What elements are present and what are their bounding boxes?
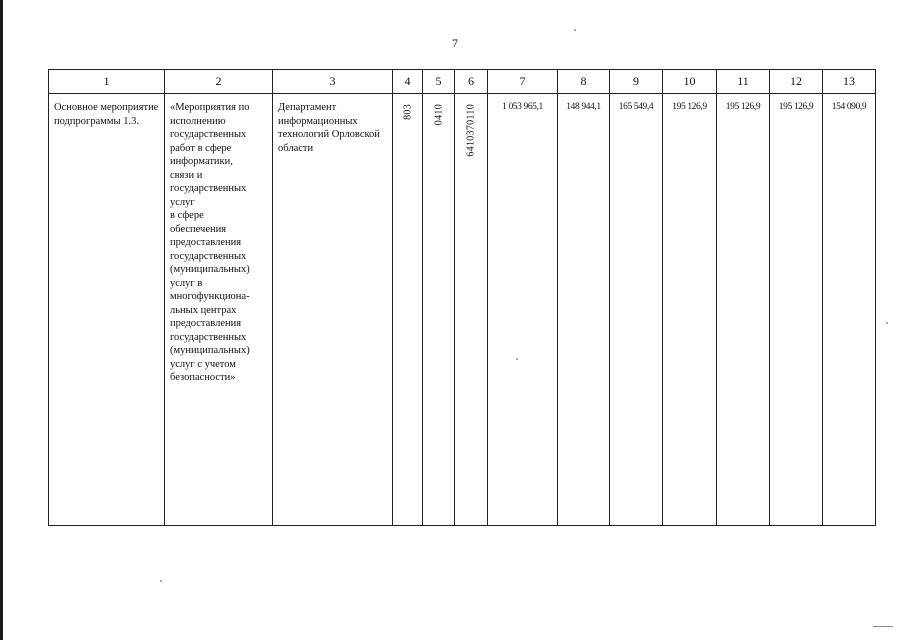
amount-value: 148 944,1 [566, 102, 601, 112]
amount-value: 195 126,9 [778, 102, 814, 112]
cell-target-article-code [455, 94, 488, 526]
table-row [49, 94, 876, 526]
column-header-6: 6 [455, 70, 488, 94]
cell-amount-13 [823, 94, 876, 526]
cell-amount-10 [663, 94, 717, 526]
table-header-row [49, 70, 876, 94]
activity-name-line: (муниципальных) [170, 264, 250, 275]
scan-left-edge [0, 0, 3, 640]
cell-amount-12 [770, 94, 823, 526]
activity-name-line: льных центрах [170, 304, 237, 316]
cell-section-code [423, 94, 455, 526]
cell-ministry-code [393, 94, 423, 526]
scan-speck [873, 626, 893, 627]
column-header-3: 3 [273, 70, 393, 94]
ministry-code: 803 [401, 104, 413, 120]
activity-name-line: услуг с учетом [170, 358, 236, 370]
column-header-2: 2 [165, 70, 273, 94]
cell-activity-type [49, 94, 165, 526]
cell-amount-9 [610, 94, 663, 526]
column-header-11: 11 [717, 70, 770, 94]
activity-name-line: предоставления [170, 237, 242, 248]
cell-total-amount [488, 94, 558, 526]
column-header-13: 13 [823, 70, 876, 94]
activity-name-line: услуг [170, 196, 195, 208]
column-header-8: 8 [558, 70, 610, 94]
target-article-code: 6410370110 [465, 104, 477, 157]
activity-name-line: исполнению [170, 115, 226, 127]
cell-activity-name [165, 94, 273, 526]
page-number: 7 [452, 36, 458, 50]
scan-speck [886, 322, 888, 324]
scan-speck [574, 29, 576, 31]
cell-amount-8 [558, 94, 610, 526]
activity-name-line: государственных [170, 250, 247, 262]
activity-name-line: обеспечения [170, 223, 227, 235]
column-header-4: 4 [393, 70, 423, 94]
activity-name-text [165, 94, 272, 385]
activity-name-line: «Мероприятия по [170, 102, 250, 113]
amount-value: 195 126,9 [672, 102, 707, 112]
scan-speck [160, 580, 162, 582]
activity-name-line: в сфере [170, 210, 204, 221]
cell-responsible-executor [273, 94, 393, 526]
column-header-10: 10 [663, 70, 717, 94]
activity-name-line: информатики, [170, 156, 233, 167]
column-header-7: 7 [488, 70, 558, 94]
scan-speck [516, 358, 518, 360]
section-code: 0410 [432, 104, 444, 126]
activity-name-line: услуг в [170, 277, 203, 289]
amount-value: 154 090,9 [831, 102, 867, 112]
activity-name-line: государственных [170, 129, 247, 140]
responsible-executor-text: Департамент информационных технологий Орловской области [278, 102, 380, 154]
total-amount: 1 053 965,1 [502, 102, 543, 112]
cell-amount-11 [717, 94, 770, 526]
column-header-9: 9 [610, 70, 663, 94]
column-header-5: 5 [423, 70, 455, 94]
activity-name-line: государственных [170, 183, 247, 194]
activity-type-text: Основное мероприятие подпрограммы 1.3. [54, 102, 159, 127]
activity-name-line: связи и [170, 169, 203, 181]
activity-name-line: государственных [170, 331, 247, 343]
column-header-1: 1 [49, 70, 165, 94]
amount-value: 195 126,9 [725, 102, 761, 112]
activity-name-line: многофункциона- [170, 291, 250, 302]
activity-name-line: безопасности» [170, 372, 236, 383]
budget-table [48, 69, 876, 526]
activity-name-line: (муниципальных) [170, 345, 250, 356]
amount-value: 165 549,4 [618, 102, 654, 112]
activity-name-line: предоставления [170, 318, 242, 329]
activity-name-line: работ в сфере [170, 142, 232, 154]
column-header-12: 12 [770, 70, 823, 94]
